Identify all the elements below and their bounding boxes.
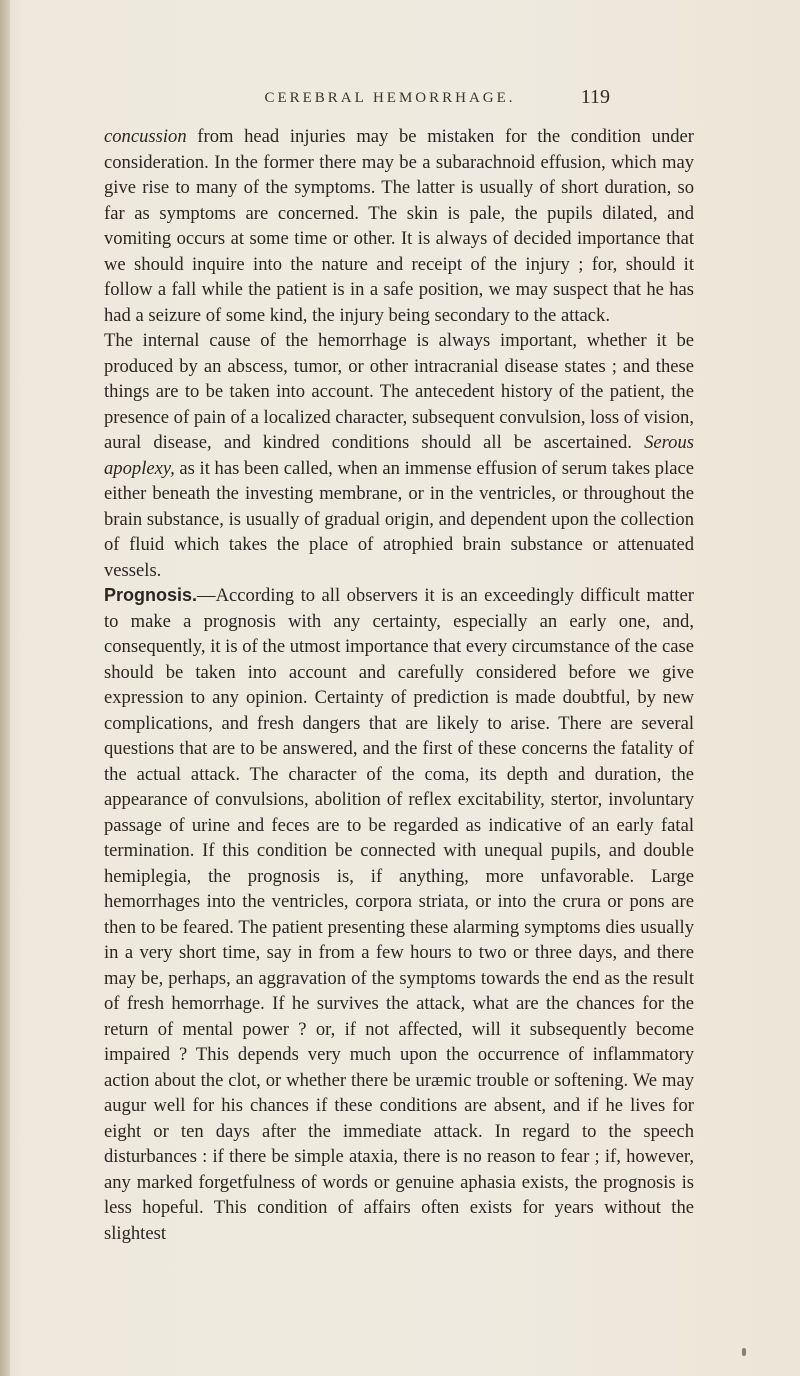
section-heading-prognosis: Prognosis. [104, 585, 198, 605]
body-text [104, 124, 694, 1246]
running-title: CEREBRAL HEMORRHAGE. [264, 90, 516, 106]
paragraph-prognosis [104, 583, 694, 1246]
paragraph-1-text: from head injuries may be mistaken for the condition under consideration. In the former there may be a subarachnoid effusion, which may give rise to many of the symptoms. The latter is usually of short duration, so far as symptoms are concerned. The skin is pale, the pupils dilated, and vomiting occurs at some time or other. It is always of decided importance that we should inquire into the nature and receipt of the injury ; for, should it follow a fall while the patient is in a safe position, we may suspect that he has had a seizure of some kind, the injury being secondary to the attack. [104, 126, 694, 326]
paragraph-internal-cause [104, 328, 694, 583]
italic-term-serous-apoplexy: Serous apoplexy, [104, 432, 694, 479]
page-speck [742, 1348, 746, 1356]
paragraph-2-text-before: The internal cause of the hemorrhage is always important, whether it be produced by an abscess, tumor, or other intracranial disease states ; and these things are to be taken into account. The antecedent history of the patient, the presence of pain of a localized character, subsequent convulsion, loss of vision, aural disease, and kindred conditions should all be ascertained. [104, 330, 694, 453]
page-gutter-shadow [0, 0, 10, 1376]
running-head [0, 86, 800, 114]
paragraph-2-text-after: as it has been called, when an immense effusion of serum takes place either beneath the investing membrane, or in the ventricles, or throughout the brain substance, is usually of gradual origin, and dependent upon the collection of fluid which takes the place of atrophied brain substance or attenuated vessels. [104, 457, 694, 581]
paragraph-concussion [104, 124, 694, 328]
italic-term-concussion: concussion [104, 126, 187, 147]
paragraph-3-text: —According to all observers it is an exceedingly difficult matter to make a prognosis with any certainty, especially an early one, and, consequently, it is of the utmost importance that every circumstance of the case should be taken into account and carefully considered before we give expression to any opinion. Certainty of prediction is made doubtful, by new complications, and fresh dangers that are likely to arise. There are several questions that are to be answered, and the first of these concerns the fatality of the actual attack. The character of the coma, its depth and duration, the appearance of convulsions, abolition of reflex excitability, stertor, involuntary passage of urine and feces are to be regarded as indicative of an early fatal termination. If this condition be connected with unequal pupils, and double hemiplegia, the prognosis is, if anything, more unfavorable. Large hemorrhages into the ventricles, corpora striata, or into the crura or pons are then to be feared. The patient presenting these alarming symptoms dies usually in a very short time, say in from a few hours to two or three days, and there may be, perhaps, an aggravation of the symptoms towards the end as the result of fresh hemorrhage. If he survives the attack, what are the chances for the return of mental power ? or, if not affected, will it subsequently become impaired ? This depends very much upon the occurrence of inflammatory action about the clot, or whether there be uræmic trouble or softening. We may augur well for his chances if these conditions are absent, and if he lives for eight or ten days after the immediate attack. In regard to the speech disturbances : if there be simple ataxia, there is no reason to fear ; if, however, any marked forgetfulness of words or genuine aphasia exists, the prognosis is less hopeful. This condition of affairs often exists for years without the slightest [104, 585, 694, 1244]
page-number: 119 [580, 86, 610, 108]
